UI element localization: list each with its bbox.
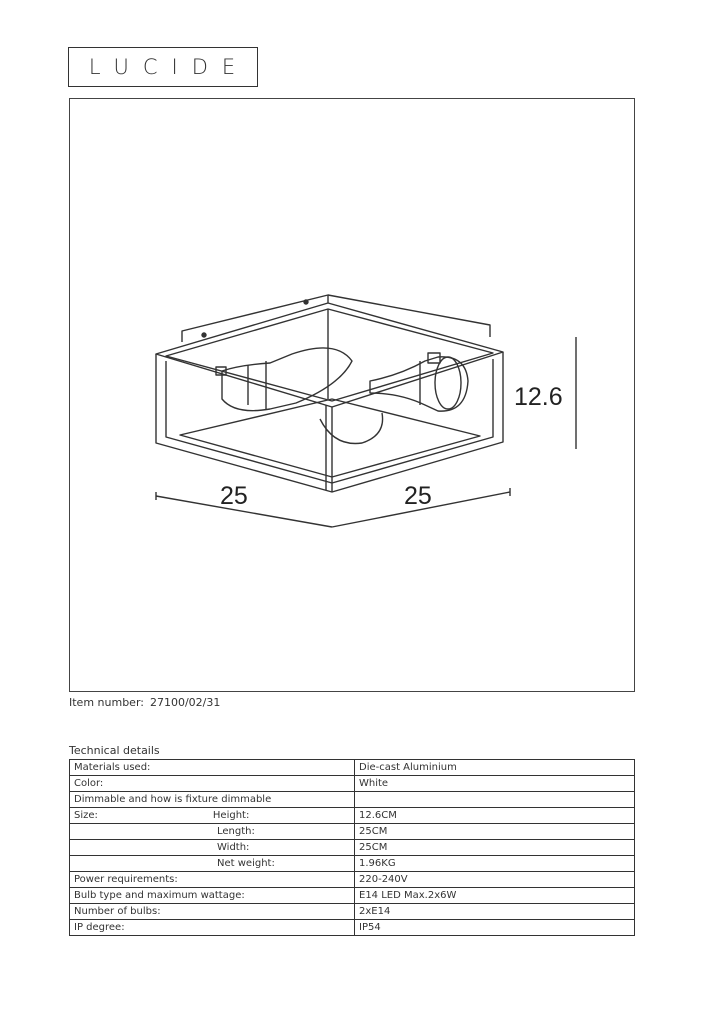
item-number-value: 27100/02/31 bbox=[149, 696, 221, 709]
row-sublabel: Height: bbox=[212, 810, 250, 821]
row-label: Size: Height: bbox=[70, 808, 355, 824]
row-value: 2xE14 bbox=[355, 904, 635, 920]
row-label bbox=[70, 856, 355, 872]
technical-details-table bbox=[69, 759, 635, 936]
table-row bbox=[70, 760, 635, 776]
table-row bbox=[70, 920, 635, 936]
row-value: White bbox=[355, 776, 635, 792]
row-sublabel: Length: bbox=[217, 826, 255, 837]
row-label bbox=[70, 840, 355, 856]
row-value: 1.96KG bbox=[355, 856, 635, 872]
table-row bbox=[70, 776, 635, 792]
row-value: E14 LED Max.2x6W bbox=[355, 888, 635, 904]
row-label: Number of bulbs: bbox=[70, 904, 355, 920]
row-label: Bulb type and maximum wattage: bbox=[70, 888, 355, 904]
height-dimension-label: 12.6 bbox=[514, 383, 563, 411]
row-value: 12.6CM bbox=[355, 808, 635, 824]
row-value: 220-240V bbox=[355, 872, 635, 888]
brand-logo bbox=[68, 47, 258, 87]
product-drawing-frame bbox=[69, 98, 635, 692]
table-row bbox=[70, 792, 635, 808]
table-row bbox=[70, 904, 635, 920]
table-row bbox=[70, 856, 635, 872]
table-row bbox=[70, 808, 635, 824]
table-row bbox=[70, 872, 635, 888]
row-value: 25CM bbox=[355, 840, 635, 856]
row-label: IP degree: bbox=[70, 920, 355, 936]
row-label bbox=[70, 824, 355, 840]
row-label: Materials used: bbox=[70, 760, 355, 776]
row-label: Power requirements: bbox=[70, 872, 355, 888]
row-value: 25CM bbox=[355, 824, 635, 840]
table-row bbox=[70, 840, 635, 856]
row-label: Color: bbox=[70, 776, 355, 792]
row-value bbox=[355, 792, 635, 808]
table-row bbox=[70, 824, 635, 840]
item-number bbox=[69, 696, 220, 709]
row-sublabel: Net weight: bbox=[217, 858, 275, 869]
row-label: Dimmable and how is fixture dimmable bbox=[70, 792, 355, 808]
length-dimension-label: 25 bbox=[220, 482, 248, 510]
item-number-label: Item number: bbox=[69, 696, 144, 709]
technical-details-title: Technical details bbox=[69, 744, 160, 757]
brand-logo-text: LUCIDE bbox=[88, 55, 250, 79]
row-sublabel: Width: bbox=[217, 842, 250, 853]
row-value: Die-cast Aluminium bbox=[355, 760, 635, 776]
row-value: IP54 bbox=[355, 920, 635, 936]
table-row bbox=[70, 888, 635, 904]
width-dimension-label: 25 bbox=[404, 482, 432, 510]
